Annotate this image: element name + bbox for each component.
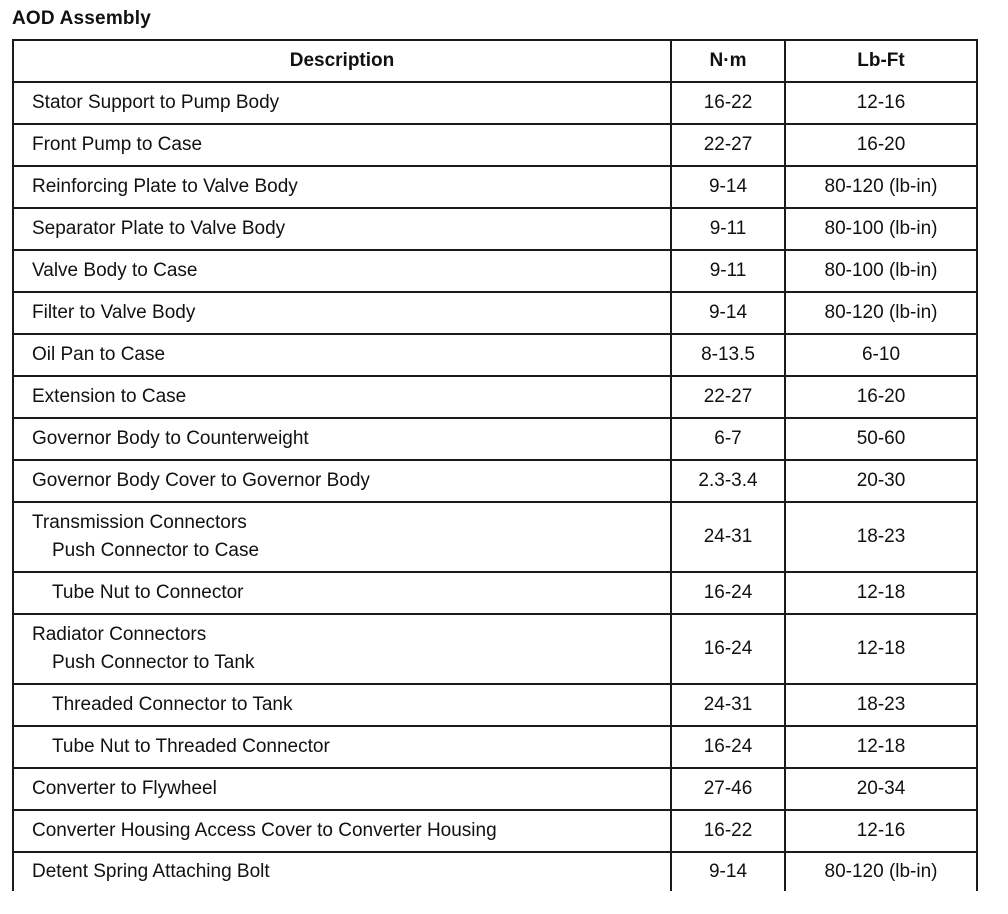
row-nm: 16-24 bbox=[671, 614, 785, 684]
table-row bbox=[13, 376, 977, 418]
row-lbft: 50-60 bbox=[785, 418, 977, 460]
row-description: Converter Housing Access Cover to Converter Housing bbox=[13, 810, 671, 852]
table-row bbox=[13, 124, 977, 166]
row-lbft: 12-18 bbox=[785, 572, 977, 614]
table-row bbox=[13, 502, 977, 572]
row-lbft: 12-16 bbox=[785, 810, 977, 852]
row-lbft: 20-34 bbox=[785, 768, 977, 810]
row-nm: 22-27 bbox=[671, 124, 785, 166]
header-nm: N·m bbox=[671, 40, 785, 82]
row-description: Filter to Valve Body bbox=[13, 292, 671, 334]
row-description-group bbox=[13, 614, 671, 684]
row-description: Threaded Connector to Tank bbox=[13, 684, 671, 726]
row-lbft: 12-18 bbox=[785, 726, 977, 768]
row-description: Reinforcing Plate to Valve Body bbox=[13, 166, 671, 208]
group-heading: Transmission Connectors bbox=[32, 512, 247, 533]
table-row bbox=[13, 572, 977, 614]
table-row bbox=[13, 726, 977, 768]
table-row bbox=[13, 614, 977, 684]
header-description: Description bbox=[13, 40, 671, 82]
row-lbft: 80-120 (lb-in) bbox=[785, 852, 977, 891]
row-description: Extension to Case bbox=[13, 376, 671, 418]
row-description: Front Pump to Case bbox=[13, 124, 671, 166]
row-description: Oil Pan to Case bbox=[13, 334, 671, 376]
table-row bbox=[13, 334, 977, 376]
row-description: Governor Body Cover to Governor Body bbox=[13, 460, 671, 502]
header-lbft: Lb-Ft bbox=[785, 40, 977, 82]
row-nm: 24-31 bbox=[671, 684, 785, 726]
row-lbft: 16-20 bbox=[785, 376, 977, 418]
table-row bbox=[13, 82, 977, 124]
table-row bbox=[13, 418, 977, 460]
torque-spec-table bbox=[12, 39, 978, 891]
table-row bbox=[13, 166, 977, 208]
row-lbft: 18-23 bbox=[785, 684, 977, 726]
table-row bbox=[13, 292, 977, 334]
row-lbft: 6-10 bbox=[785, 334, 977, 376]
row-description: Separator Plate to Valve Body bbox=[13, 208, 671, 250]
row-nm: 2.3-3.4 bbox=[671, 460, 785, 502]
row-description: Valve Body to Case bbox=[13, 250, 671, 292]
row-nm: 8-13.5 bbox=[671, 334, 785, 376]
table-row bbox=[13, 810, 977, 852]
row-nm: 9-14 bbox=[671, 166, 785, 208]
table-row bbox=[13, 208, 977, 250]
row-description: Governor Body to Counterweight bbox=[13, 418, 671, 460]
table-row bbox=[13, 768, 977, 810]
row-lbft: 80-100 (lb-in) bbox=[785, 250, 977, 292]
row-nm: 24-31 bbox=[671, 502, 785, 572]
row-nm: 16-22 bbox=[671, 82, 785, 124]
table-row bbox=[13, 460, 977, 502]
row-nm: 9-14 bbox=[671, 852, 785, 891]
group-subitem: Push Connector to Case bbox=[52, 540, 260, 561]
row-description: Tube Nut to Threaded Connector bbox=[13, 726, 671, 768]
row-nm: 16-24 bbox=[671, 572, 785, 614]
row-description-group bbox=[13, 502, 671, 572]
row-lbft: 20-30 bbox=[785, 460, 977, 502]
row-nm: 9-11 bbox=[671, 208, 785, 250]
row-description: Tube Nut to Connector bbox=[13, 572, 671, 614]
row-nm: 27-46 bbox=[671, 768, 785, 810]
row-description: Converter to Flywheel bbox=[13, 768, 671, 810]
row-lbft: 80-120 (lb-in) bbox=[785, 292, 977, 334]
row-lbft: 12-18 bbox=[785, 614, 977, 684]
row-nm: 9-14 bbox=[671, 292, 785, 334]
row-nm: 9-11 bbox=[671, 250, 785, 292]
table-row bbox=[13, 852, 977, 891]
header-row bbox=[13, 40, 977, 82]
row-nm: 6-7 bbox=[671, 418, 785, 460]
row-lbft: 12-16 bbox=[785, 82, 977, 124]
row-lbft: 18-23 bbox=[785, 502, 977, 572]
group-subitem: Push Connector to Tank bbox=[52, 652, 255, 673]
table-row bbox=[13, 684, 977, 726]
group-heading: Radiator Connectors bbox=[32, 624, 207, 645]
row-lbft: 80-100 (lb-in) bbox=[785, 208, 977, 250]
page-title: AOD Assembly bbox=[12, 8, 151, 29]
row-description: Detent Spring Attaching Bolt bbox=[13, 852, 671, 891]
row-nm: 16-22 bbox=[671, 810, 785, 852]
table-row bbox=[13, 250, 977, 292]
row-nm: 22-27 bbox=[671, 376, 785, 418]
row-lbft: 80-120 (lb-in) bbox=[785, 166, 977, 208]
row-description: Stator Support to Pump Body bbox=[13, 82, 671, 124]
row-nm: 16-24 bbox=[671, 726, 785, 768]
row-lbft: 16-20 bbox=[785, 124, 977, 166]
